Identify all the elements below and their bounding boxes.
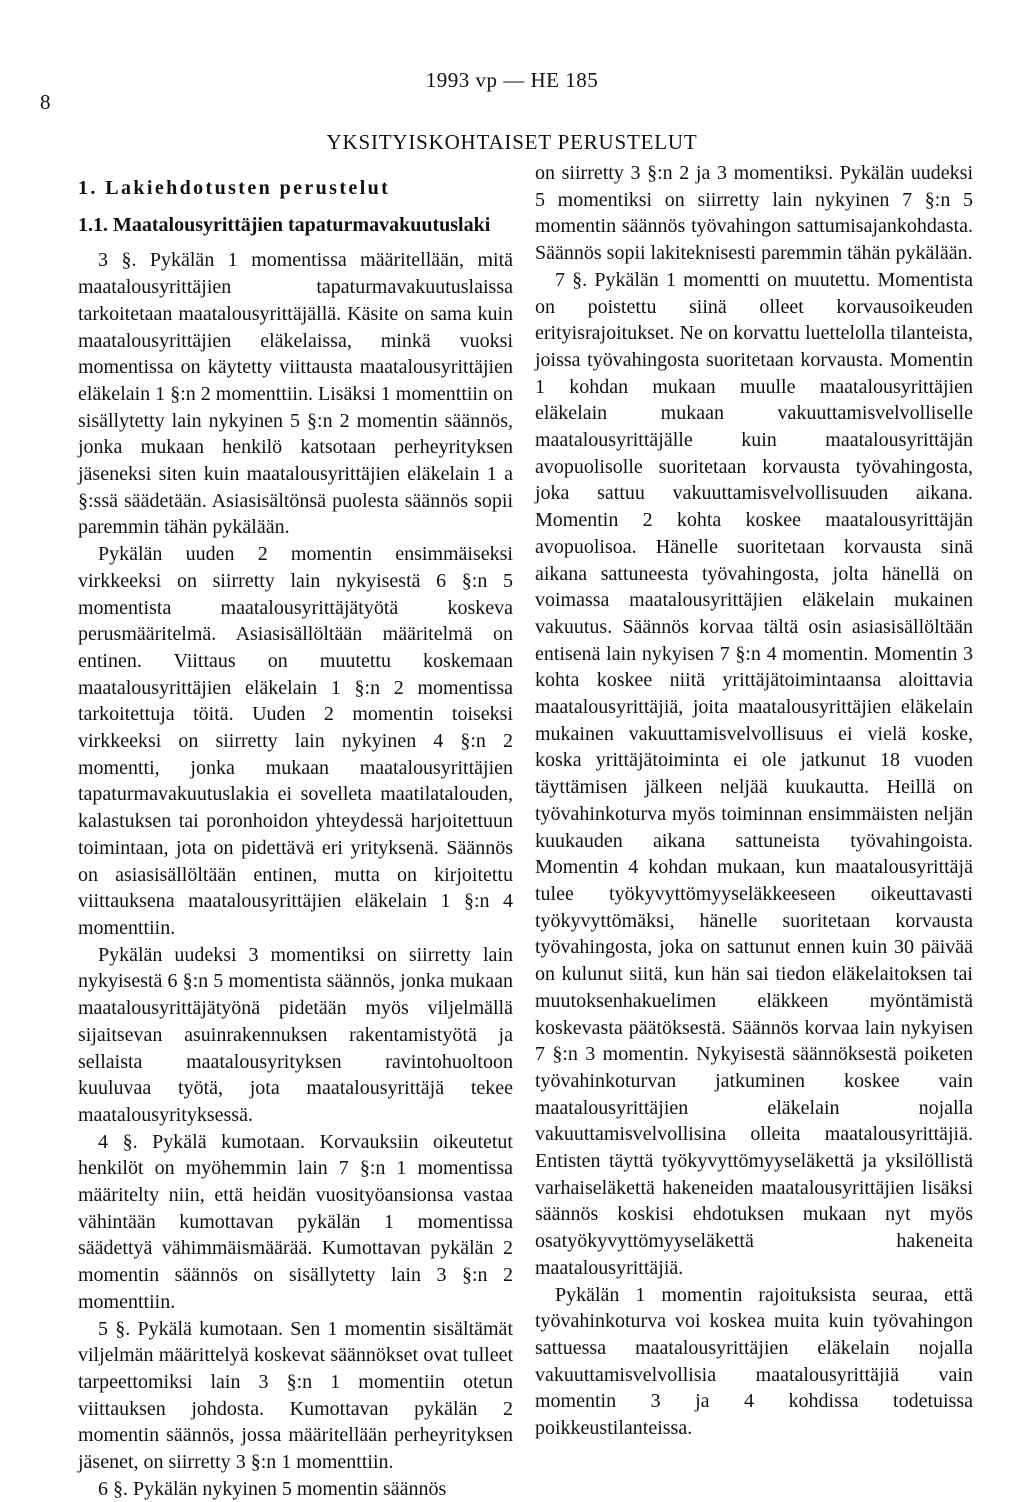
- section-heading: 1. Lakiehdotusten perustelut: [78, 177, 391, 199]
- paragraph: Pykälän uuden 2 momentin ensimmäiseksi virkkeeksi on siirretty lain nykyisestä 6 §:n 5 momentista maatalousyrittäjätyötä koskeva perusmääritelmä. Asiasisällöltään määritelmä on entinen. Viittaus on muutettu koskemaan maatalousyrittäjien eläkelain 1 §:n 2 momentissa tarkoitettuja töitä. Uuden 2 momentin toiseksi virkkeeksi on siirretty lain nykyinen 4 §:n 2 momentti, jonka mukaan maatalousyrittäjien tapaturmavakuutuslakia ei sovelleta maatilatalouden, kalastuksen tai poronhoidon yhteydessä harjoitettuun toimintaan, jota on pidettävä eri yrityksenä. Säännös on asiasisällöltään entinen, mutta on kirjoitettu viittauksena maatalousyrittäjien eläkelain 1 §:n 4 momenttiin.: [78, 543, 513, 939]
- paragraph: 3 §. Pykälän 1 momentissa määritellään, mitä maatalousyrittäjien tapaturmavakuutuslaissa tarkoitetaan maatalousyrittäjällä. Käsite on sama kuin maatalousyrittäjien eläkelaissa, minkä vuoksi momentissa on käytetty viittausta maatalousyrittäjien eläkelain 1 §:n 2 momenttiin. Lisäksi 1 momenttiin on sisällytetty lain nykyinen 5 §:n 2 momentin säännös, jonka mukaan henkilö katsotaan perheyrityksen jäseneksi siten kuin maatalousyrittäjien eläkelain 1 a §:ssä säädetään. Asiasisältönsä puolesta säännös sopii paremmin tähän pykälään.: [78, 249, 513, 539]
- paragraph: 6 §. Pykälän nykyinen 5 momentin säännös: [98, 1477, 447, 1500]
- paragraph: on siirretty 3 §:n 2 ja 3 momentiksi. Pykälän uudeksi 5 momentiksi on siirretty lain nykyinen 7 §:n 5 momentin säännös työvahingon sattumisajankohdasta. Säännös sopii lakiteknisesti paremmin tähän pykälään.: [535, 162, 973, 265]
- paragraph: Pykälän uudeksi 3 momentiksi on siirretty lain nykyisestä 6 §:n 5 momentista säännös, jonka mukaan maatalousyrittäjätyönä pidetään myös viljelmällä sijaitsevan asuinrakennuksen rakentamistyötä ja sellaista maatalousyrityksen ravintohuoltoon kuuluvaa työtä, jota maatalousyrittäjä tekee maatalousyrityksessä.: [78, 943, 513, 1126]
- left-column: [78, 175, 513, 1502]
- page-number: 8: [40, 90, 51, 114]
- paragraph: 5 §. Pykälä kumotaan. Sen 1 momentin sisältämät viljelmän määrittelyä koskevat säännökset ovat tulleet tarpeettomiksi lain 3 §:n 1 momentiin otetun viittauksen johdosta. Kumottavan pykälän 2 momentin säännös, jossa määritellään perheyrityksen jäsenet, on siirretty 3 §:n 1 momenttiin.: [78, 1317, 513, 1474]
- paragraph: Pykälän 1 momentin rajoituksista seuraa, että työvahinkoturva voi koskea muita kuin työvahingon sattuessa maatalousyrittäjien eläkelain nojalla vakuuttamisvelvollisia maatalousyrittäjiä vain momentin 3 ja 4 kohdissa todetuissa poikkeustilanteissa.: [535, 1283, 973, 1440]
- running-head: 1993 vp — HE 185: [425, 68, 599, 92]
- sub-heading: 1.1. Maatalousyrittäjien tapaturmavakuutuslaki: [78, 213, 491, 236]
- paragraph: 4 §. Pykälä kumotaan. Korvauksiin oikeutetut henkilöt on myöhemmin lain 7 §:n 1 momentissa määritelty niin, että heidän vuosityöansionsa vastaa vähintään kumottavan pykälän 1 momentissa säädettyä vähimmäismäärää. Kumottavan pykälän 2 momentin säännös on sisällytetty lain 3 §:n 2 momenttiin.: [78, 1130, 513, 1313]
- main-heading: YKSITYISKOHTAISET PERUSTELUT: [326, 130, 698, 154]
- right-column: [535, 160, 973, 1442]
- paragraph: 7 §. Pykälän 1 momentti on muutettu. Momentista on poistettu siinä olleet korvausoikeuden erityisrajoitukset. Ne on korvattu luettelolla tilanteista, joissa työvahingosta suoritetaan korvausta. Momentin 1 kohdan mukaan muulle maatalousyrittäjien eläkelain mukaan vakuuttamisvelvolliselle maatalousyrittäjälle kuin maatalousyrittäjän avopuolisolle suoritetaan korvausta työvahingosta, joka sattuu vakuuttamisvelvollisuuden aikana. Momentin 2 kohta koskee maatalousyrittäjän avopuolisoa. Hänelle suoritetaan korvausta sinä aikana sattuneesta työvahingosta, jolta hänellä on voimassa maatalousyrittäjien eläkelain mukainen vakuutus. Säännös korvaa tältä osin asiasisällöltään entisenä lain nykyisen 7 §:n 4 momentin. Momentin 3 kohta koskee niitä yrittäjätoimintaansa aloittavia maatalousyrittäjiä, joita maatalousyrittäjien eläkelain mukainen vakuuttamisvelvollisuus ei vielä koske, koska yrittäjätoiminta ei ole jatkunut 18 vuoden täyttämisen jälkeen neljää kuukautta. Heillä on työvahinkoturva myös toiminnan ensimmäisten neljän kuukauden aikana sattuneista työvahingoista. Momentin 4 kohdan mukaan, kun maatalousyrittäjä tulee työkyvyttömyyseläkkeeseen oikeuttavasti työkyvyttömäksi, hänelle suoritetaan korvausta työvahingosta, joka on sattunut ennen kuin 30 päivää on kulunut siitä, kun hän sai tiedon eläkelaitoksen tai muutoksenhakuelimen eläkkeen myöntämistä koskevasta päätöksestä. Säännös korvaa lain nykyisen 7 §:n 3 momentin. Nykyisestä säännöksestä poiketen työvahinkoturvan jatkuminen koskee vain maatalousyrittäjien eläkelain nojalla vakuuttamisvelvollisina olleita maatalousyrittäjiä. Entisten täyttä työkyvyttömyyseläkettä ja yksilöllistä varhaiseläkettä hakeneiden maatalousyrittäjien lisäksi säännös koskisi ehdotuksen mukaan nyt myös osatyökyvyttömyyseläkettä hakeneita maatalousyrittäjiä.: [535, 268, 973, 1279]
